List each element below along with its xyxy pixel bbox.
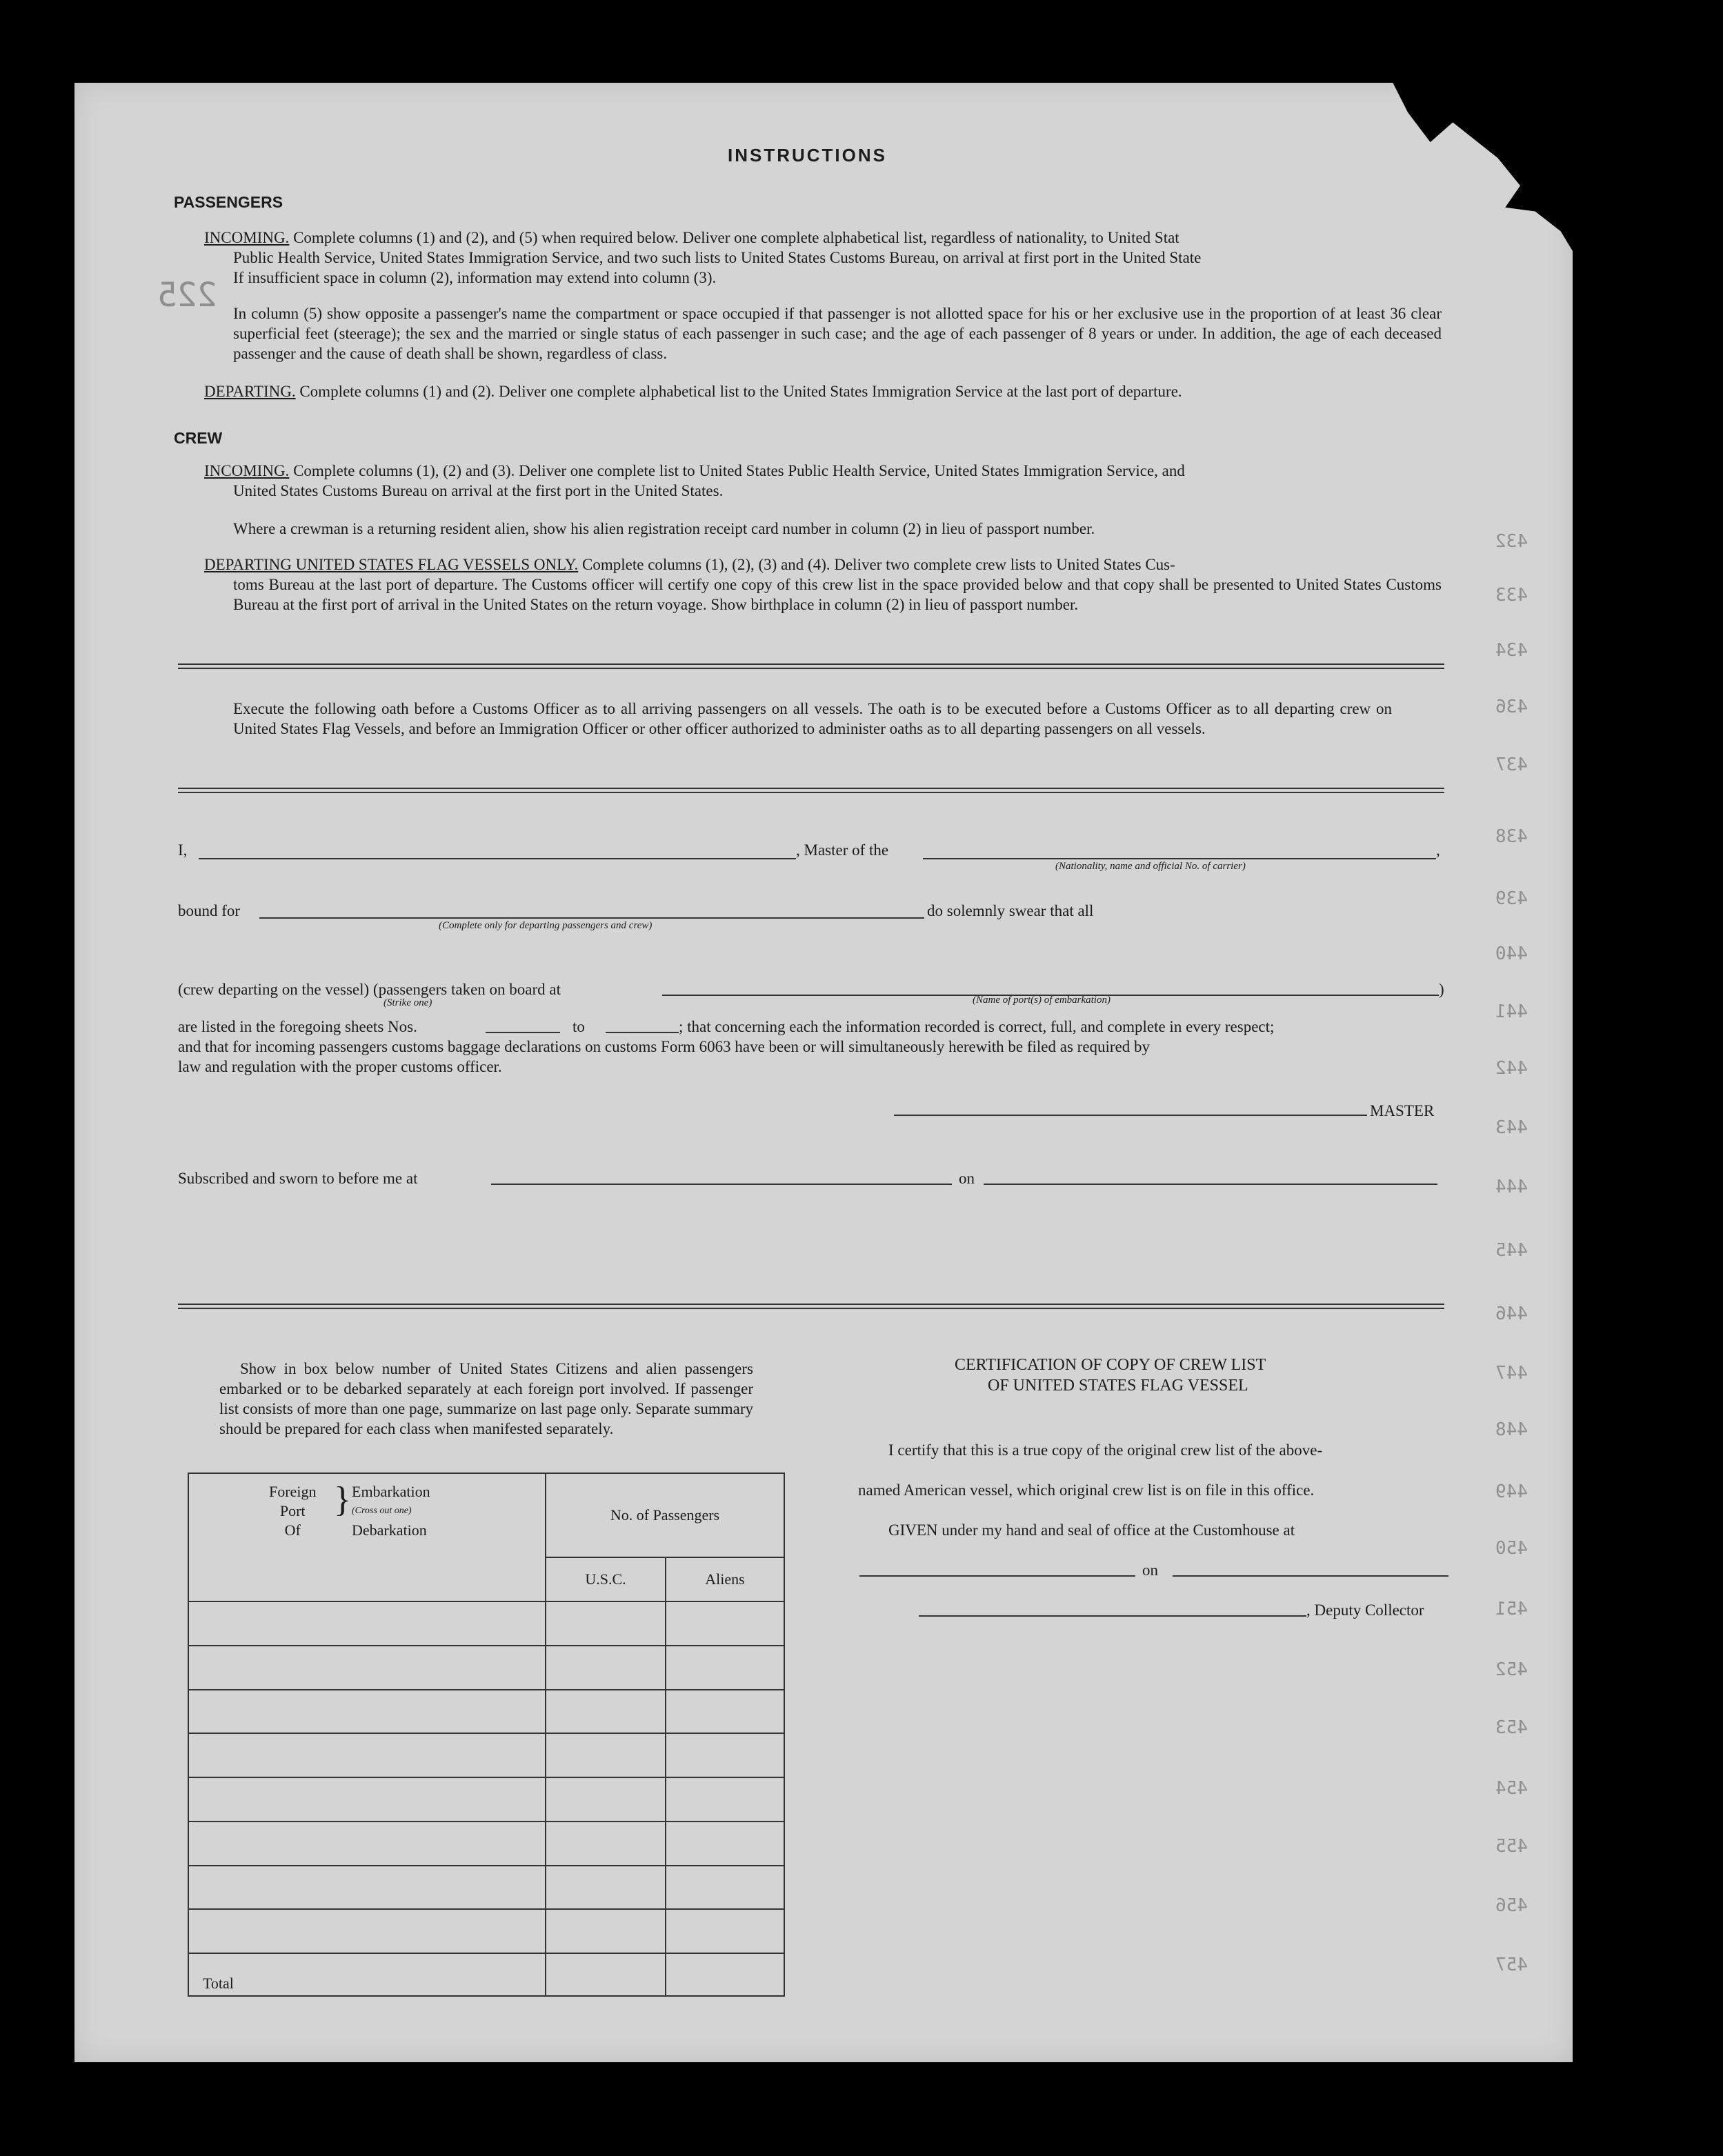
close-paren: )	[1439, 981, 1444, 998]
bleed-row-number: 436	[1495, 697, 1528, 717]
bleed-row-number: 453	[1495, 1717, 1528, 1738]
crew-departing-label: (crew departing on the vessel) (passengers taken on board at	[178, 981, 561, 998]
bleed-row-number: 434	[1495, 640, 1528, 661]
carrier-caption: (Nationality, name and official No. of carrier)	[1055, 861, 1246, 872]
passengers-incoming-line-3: If insufficient space in column (2), information may extend into column (3).	[233, 269, 717, 286]
crew-departing-paragraph: toms Bureau at the last port of departure. The Customs officer will certify one copy of this crew list in the space provided below and that copy shall be presented to United States Customs Bureau at the first port of arrival in the United States on the return voyage. Show birthplace in column (2) in lieu of passport number.	[233, 576, 1442, 613]
aliens-header: Aliens	[666, 1557, 784, 1601]
foreign-port-of	[269, 1482, 316, 1540]
passengers-incoming-line-2: Public Health Service, United States Immigration Service, and two such lists to United States Customs Bureau, on arrival at first port in the United State	[233, 249, 1202, 266]
usc-cell[interactable]	[546, 1821, 666, 1866]
listed-label: are listed in the foregoing sheets Nos.	[178, 1018, 417, 1035]
bleed-row-number: 454	[1495, 1778, 1528, 1799]
debarkation-label: Debarkation	[352, 1521, 427, 1539]
usc-cell[interactable]	[546, 1909, 666, 1953]
embarkation-label: Embarkation	[352, 1483, 430, 1500]
bound-for-label: bound for	[178, 902, 241, 919]
cert-date-field[interactable]	[1173, 1575, 1448, 1577]
on-label: on	[959, 1170, 975, 1187]
crew-incoming-text: Complete columns (1), (2) and (3). Deliver one complete list to United States Public Health Service, United States Immigration Service, and	[293, 462, 1185, 479]
port-cell[interactable]	[188, 1646, 546, 1690]
usc-cell[interactable]	[546, 1733, 666, 1777]
no-of-passengers-header: No. of Passengers	[546, 1473, 784, 1557]
bleed-row-number: 443	[1495, 1117, 1528, 1138]
bleed-row-number: 447	[1495, 1363, 1528, 1384]
bleed-row-number: 439	[1495, 888, 1528, 909]
sheet-to-field[interactable]	[606, 1032, 679, 1033]
usc-cell[interactable]	[546, 1690, 666, 1734]
usc-cell[interactable]	[546, 1866, 666, 1910]
usc-cell[interactable]	[546, 1777, 666, 1821]
divider	[178, 663, 1444, 669]
subscribed-label: Subscribed and sworn to before me at	[178, 1170, 418, 1187]
given-line: GIVEN under my hand and seal of office at the Customhouse at	[888, 1521, 1295, 1539]
total-label: Total	[188, 1953, 546, 1996]
usc-total-cell[interactable]	[546, 1953, 666, 1996]
oath-intro: Execute the following oath before a Customs Officer as to all arriving passengers on all vessels. The oath is to be executed before a Customs Officer as to all departing crew on United States Flag Vessels, and before an Immigration Officer or other officer authorized to administer oaths as to all departing passengers on all vessels.	[233, 700, 1392, 737]
foreign-label: Foreign	[269, 1483, 317, 1500]
listed-to-label: to	[572, 1018, 585, 1035]
aliens-cell[interactable]	[666, 1821, 784, 1866]
aliens-cell[interactable]	[666, 1866, 784, 1910]
departing-text: Complete columns (1) and (2). Deliver one complete alphabetical list to the United States Immigration Service at the last port of departure.	[299, 383, 1182, 400]
certification-title-2: OF UNITED STATES FLAG VESSEL	[988, 1377, 1248, 1395]
crew-resident-alien: Where a crewman is a returning resident alien, show his alien registration receipt card number in column (2) in lieu of passport number.	[233, 520, 1095, 537]
cert-on-label: on	[1142, 1561, 1158, 1579]
strike-one-caption: (Strike one)	[384, 997, 432, 1008]
cross-out-caption: (Cross out one)	[352, 1506, 412, 1516]
usc-cell[interactable]	[546, 1601, 666, 1646]
aliens-cell[interactable]	[666, 1733, 784, 1777]
certification-title-1: CERTIFICATION OF COPY OF CREW LIST	[955, 1356, 1266, 1374]
carrier-field[interactable]	[923, 858, 1436, 859]
crew-incoming-label: INCOMING.	[204, 462, 290, 479]
master-of-label: , Master of the	[796, 841, 889, 859]
passengers-heading: PASSENGERS	[174, 193, 283, 211]
port-cell[interactable]	[188, 1777, 546, 1821]
aliens-cell[interactable]	[666, 1690, 784, 1734]
bleed-row-number: 449	[1495, 1481, 1528, 1502]
usc-header: U.S.C.	[546, 1557, 666, 1601]
brace-icon: }	[334, 1480, 351, 1519]
bleed-sheet-number: 225	[157, 276, 217, 315]
aliens-cell[interactable]	[666, 1646, 784, 1690]
incoming-label: INCOMING.	[204, 229, 290, 246]
bleed-row-number: 442	[1495, 1058, 1528, 1079]
crew-incoming-line-2: United States Customs Bureau on arrival at the first port in the United States.	[233, 482, 724, 499]
bleed-row-number: 438	[1495, 826, 1528, 847]
master-label: MASTER	[1370, 1102, 1435, 1119]
bleed-row-number: 448	[1495, 1419, 1528, 1440]
port-header-cell	[188, 1473, 546, 1601]
crew-departing-line-1	[204, 555, 1175, 575]
port-cell[interactable]	[188, 1690, 546, 1734]
swear-label: do solemnly swear that all	[927, 902, 1094, 919]
bleed-row-number: 456	[1495, 1895, 1528, 1916]
incoming-text: Complete columns (1) and (2), and (5) when required below. Deliver one complete alphabetical list, regardless of nationality, to United Stat	[293, 229, 1179, 246]
passengers-departing	[204, 381, 1182, 401]
bleed-row-number: 451	[1495, 1599, 1528, 1619]
master-signature-field[interactable]	[894, 1115, 1367, 1116]
page-title: INSTRUCTIONS	[728, 145, 887, 166]
crew-heading: CREW	[174, 429, 223, 447]
divider	[178, 1304, 1444, 1309]
embark-debark	[352, 1482, 430, 1540]
customhouse-field[interactable]	[859, 1575, 1135, 1577]
oath-i-label: I,	[178, 841, 188, 859]
port-label: Port	[279, 1502, 306, 1519]
divider	[178, 788, 1444, 793]
certify-line-1: I certify that this is a true copy of the original crew list of the above-	[888, 1441, 1323, 1459]
comma: ,	[1436, 841, 1440, 859]
bleed-row-number: 433	[1495, 585, 1528, 606]
aliens-cell[interactable]	[666, 1777, 784, 1821]
port-cell[interactable]	[188, 1866, 546, 1910]
listed-text-2: and that for incoming passengers customs baggage declarations on customs Form 6063 have been or will simultaneously herewith be filed as required by	[178, 1038, 1151, 1055]
embarkation-caption: (Name of port(s) of embarkation)	[973, 995, 1111, 1006]
port-cell[interactable]	[188, 1909, 546, 1953]
sworn-place-field[interactable]	[491, 1184, 952, 1185]
usc-cell[interactable]	[546, 1646, 666, 1690]
column5-paragraph: In column (5) show opposite a passenger's name the compartment or space occupied if that passenger is not allotted space for his or her exclusive use in the proportion of at least 36 clear superficial feet (steerage); the sex and the married or single status of each passenger in such case; and the age of each passenger of 8 years or under. In addition, the age of each deceased passenger and the cause of death shall be shown, regardless of class.	[233, 305, 1442, 362]
crew-departing-text: Complete columns (1), (2), (3) and (4). Deliver two complete crew lists to United States Cus-	[582, 556, 1175, 573]
bleed-row-number: 441	[1495, 1001, 1528, 1022]
bound-for-field[interactable]	[259, 917, 924, 919]
bleed-row-number: 437	[1495, 755, 1528, 775]
of-label: Of	[284, 1521, 301, 1539]
bleed-row-number: 455	[1495, 1836, 1528, 1857]
certify-line-2: named American vessel, which original crew list is on file in this office.	[858, 1481, 1315, 1499]
aliens-cell[interactable]	[666, 1909, 784, 1953]
departing-label: DEPARTING.	[204, 383, 296, 400]
bound-caption: (Complete only for departing passengers and crew)	[439, 920, 653, 931]
deputy-collector-label: , Deputy Collector	[1306, 1601, 1424, 1619]
bleed-row-number: 432	[1495, 531, 1528, 552]
bleed-row-number: 457	[1495, 1955, 1528, 1975]
bleed-row-number: 446	[1495, 1304, 1528, 1324]
summary-instructions: Show in box below number of United States Citizens and alien passengers embarked or to be debarked separately at each foreign port involved. If passenger list consists of more than one page, summarize on last page only. Separate summary should be prepared for each class when manifested separately.	[219, 1360, 753, 1437]
port-cell[interactable]	[188, 1821, 546, 1866]
bleed-row-number: 444	[1495, 1177, 1528, 1197]
bleed-row-number: 445	[1495, 1240, 1528, 1261]
sheet-from-field[interactable]	[486, 1032, 560, 1033]
port-cell[interactable]	[188, 1733, 546, 1777]
passenger-summary-table	[188, 1473, 785, 1997]
bleed-row-number: 452	[1495, 1659, 1528, 1680]
aliens-cell[interactable]	[666, 1601, 784, 1646]
crew-departing-label: DEPARTING UNITED STATES FLAG VESSELS ONLY.	[204, 556, 579, 573]
passengers-incoming-line-1	[204, 228, 1179, 248]
bleed-row-number: 440	[1495, 944, 1528, 964]
port-cell[interactable]	[188, 1601, 546, 1646]
deputy-signature-field[interactable]	[919, 1615, 1306, 1617]
sworn-date-field[interactable]	[984, 1184, 1437, 1185]
aliens-total-cell[interactable]	[666, 1953, 784, 1996]
bleed-row-number: 450	[1495, 1538, 1528, 1559]
listed-text: ; that concerning each the information recorded is correct, full, and complete in every respect;	[679, 1018, 1275, 1035]
master-name-field[interactable]	[199, 858, 796, 859]
crew-incoming-line-1	[204, 461, 1185, 481]
listed-text-3: law and regulation with the proper customs officer.	[178, 1058, 502, 1075]
